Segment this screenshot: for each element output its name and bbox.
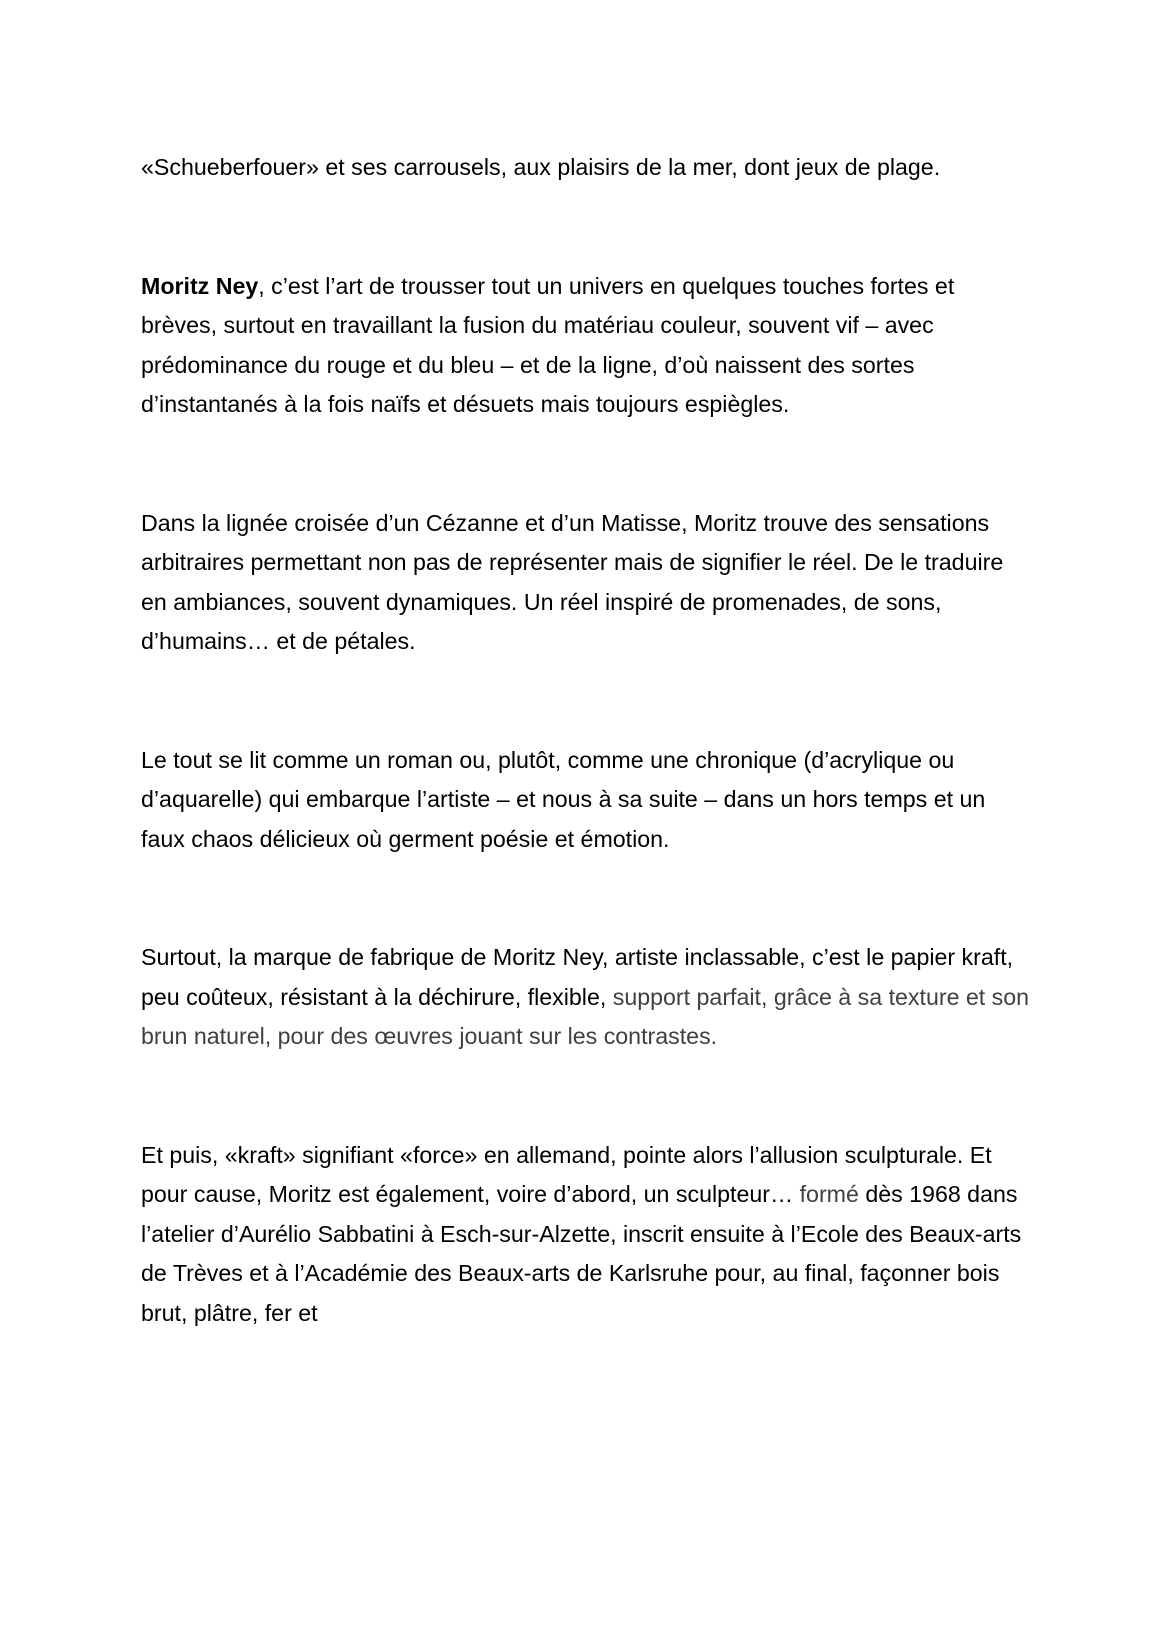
paragraph-papier-kraft: [141, 938, 1031, 1057]
paragraph-cezanne-matisse: [141, 504, 1031, 662]
paragraph-text-start: Et puis, «kraft» signifiant «force» en allemand, pointe alors l’allusion sculpturale. Et pour cause, Moritz est également, voire d’abord, un sculpteur…: [141, 1141, 992, 1207]
paragraph-moritz-ney-intro: [141, 267, 1031, 425]
document-body: [141, 148, 1031, 1333]
paragraph-schueberfouer: [141, 148, 1031, 188]
paragraph-muted-word: formé: [799, 1181, 859, 1207]
artist-name: Moritz Ney: [141, 272, 259, 299]
paragraph-text: Surtout, la marque de fabrique de Moritz Ney, artiste inclassable, c’est le papier kraft, peu coûteux, résistant à la déchirure, flexible,: [141, 944, 1014, 1010]
paragraph-roman-chronique: [141, 741, 1031, 860]
paragraph-text: Le tout se lit comme un roman ou, plutôt, comme une chronique (d’acrylique ou d’aquarelle) qui embarque l’artiste – et nous à sa suite – dans un hors temps et un faux chaos délicieux où germent poésie et émotion.: [141, 746, 986, 852]
paragraph-text: «Schueberfouer» et ses carrousels, aux plaisirs de la mer, dont jeux de plage.: [141, 154, 941, 180]
paragraph-text: , c’est l’art de trousser tout un univers en quelques touches fortes et brèves, surtout en travaillant la fusion du matériau couleur, souvent vif – avec prédominance du rouge et du bleu – et de la ligne, d’où naissent des sortes d’instantanés à la fois naïfs et désuets mais toujours espiègles.: [141, 272, 955, 417]
paragraph-text-end: dès 1968 dans l’atelier d’Aurélio Sabbatini à Esch-sur-Alzette, inscrit ensuite à l’Ecole des Beaux-arts de Trèves et à l’Académie des Beaux-arts de Karlsruhe pour, au final, façonner bois brut, plâtre, fer et: [141, 1181, 1022, 1326]
paragraph-muted-text: support parfait, grâce à sa texture et son brun naturel, pour des œuvres jouant sur les contrastes.: [141, 983, 1030, 1049]
paragraph-text: Dans la lignée croisée d’un Cézanne et d’un Matisse, Moritz trouve des sensations arbitraires permettant non pas de représenter mais de signifier le réel. De le traduire en ambiances, souvent dynamiques. Un réel inspiré de promenades, de sons, d’humains… et de pétales.: [141, 509, 1004, 654]
paragraph-sculpteur: [141, 1136, 1031, 1334]
